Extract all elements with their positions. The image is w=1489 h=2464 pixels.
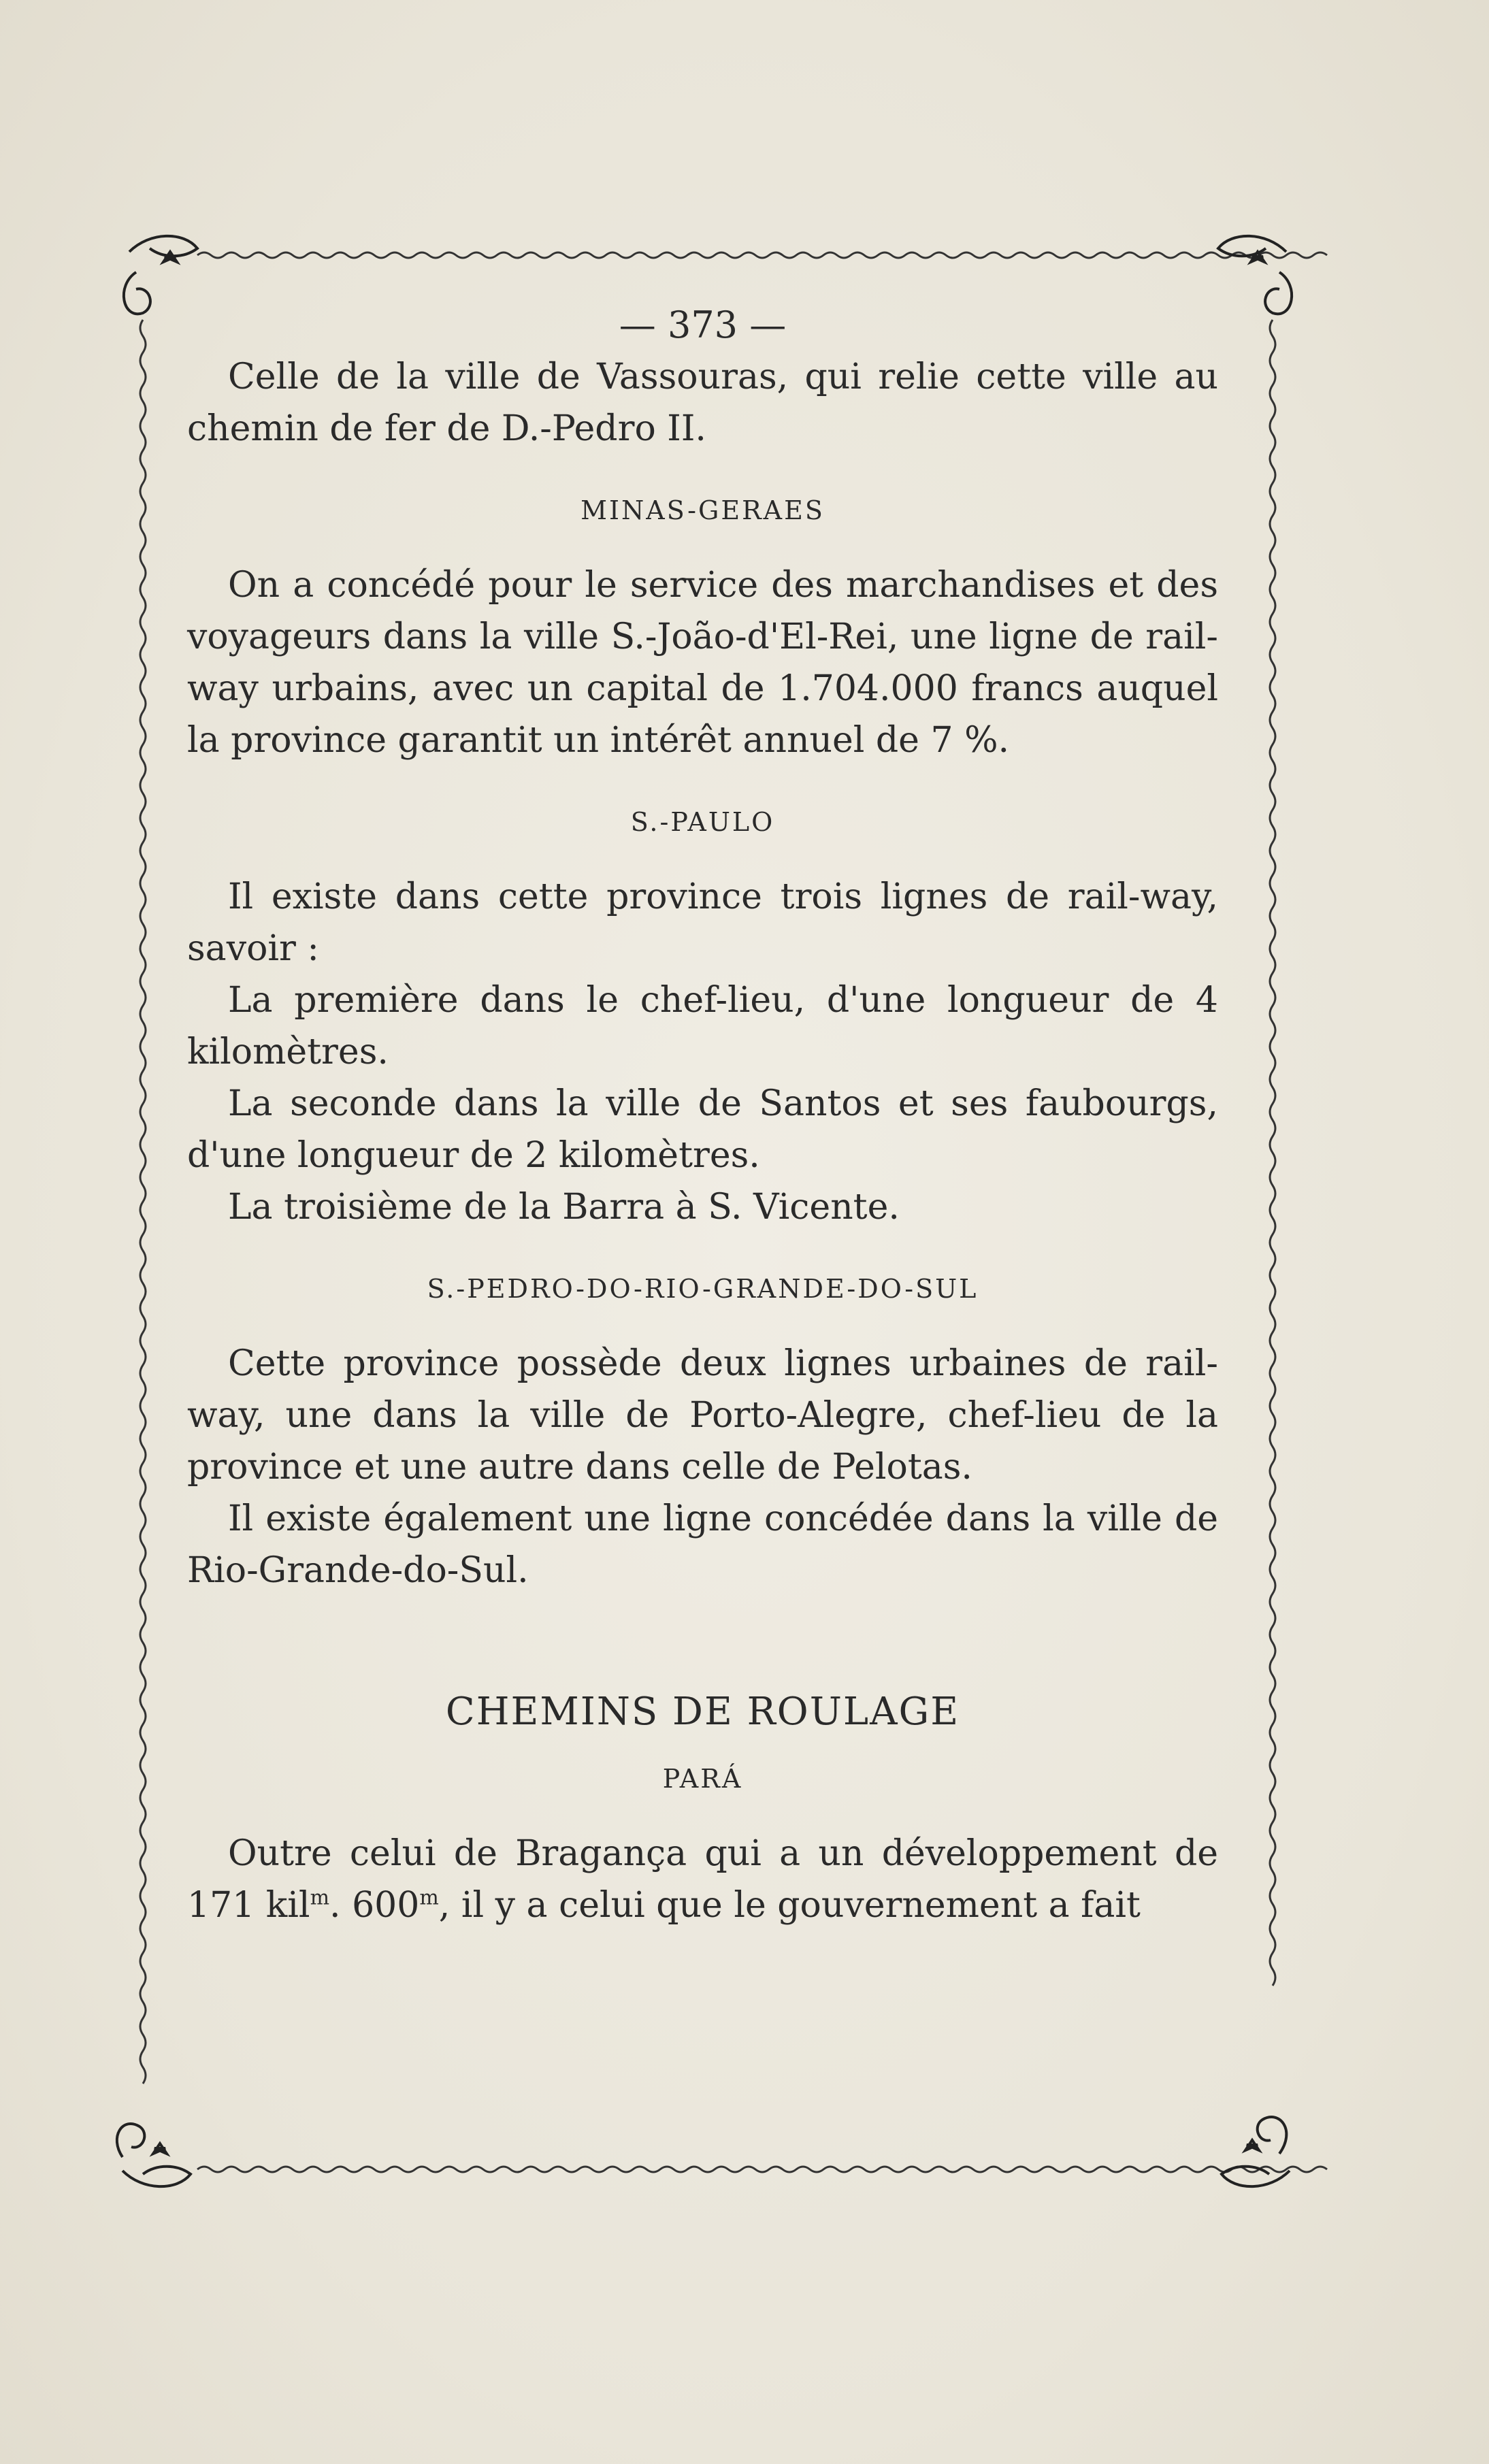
pedro-paragraph-1: Cette province possède deux lignes urbaines de rail-way, une dans la ville de Porto-Alegre, chef-lieu de la province et une autre dans celle de Pelotas. bbox=[187, 1343, 1218, 1488]
corner-ornament-top-left bbox=[124, 236, 197, 314]
superscript-m-1: m bbox=[310, 1886, 330, 1910]
pedro-paragraph-2: Il existe également une ligne concédée dans la ville de Rio-Grande-do-Sul. bbox=[187, 1498, 1218, 1591]
corner-ornament-top-right bbox=[1218, 236, 1292, 314]
left-border-line bbox=[140, 320, 146, 2084]
superscript-m-2: m bbox=[419, 1886, 439, 1910]
heading-para: PARÁ bbox=[662, 1764, 743, 1794]
corner-ornament-bottom-left bbox=[117, 2124, 191, 2186]
paulo-paragraph-4: La troisième de la Barra à S. Vicente. bbox=[228, 1187, 900, 1228]
paulo-paragraph-3: La seconde dans la ville de Santos et ses faubourgs, d'une longueur de 2 kilomètres. bbox=[187, 1083, 1218, 1176]
bottom-border-line bbox=[197, 2167, 1327, 2172]
heading-minas-geraes: MINAS-GERAES bbox=[580, 495, 825, 525]
page-number: — 373 — bbox=[619, 303, 787, 346]
heading-s-pedro-do-rio-grande-do-sul: S.-PEDRO-DO-RIO-GRANDE-DO-SUL bbox=[427, 1274, 979, 1304]
intro-paragraph: Celle de la ville de Vassouras, qui relie cette ville au chemin de fer de D.-Pedro II. bbox=[187, 357, 1218, 449]
paulo-paragraph-2: La première dans le chef-lieu, d'une longueur de 4 kilomètres. bbox=[187, 980, 1218, 1072]
minas-paragraph: On a concédé pour le service des marchandises et des voyageurs dans la ville S.-João-d'El-Rei, une ligne de rail-way urbains, avec un capital de 1.704.000 francs auquel la province garantit un intérêt annuel de 7 %. bbox=[187, 565, 1218, 761]
roulage-paragraph-1 bbox=[187, 1828, 1218, 1931]
roulage-text-mid: . 600 bbox=[329, 1885, 420, 1926]
page-text bbox=[187, 299, 1218, 1931]
heading-chemins-de-roulage: CHEMINS DE ROULAGE bbox=[445, 1690, 960, 1734]
roulage-text-start: Outre celui de Bragança qui a un développement de 171 kil bbox=[187, 1833, 1218, 1926]
heading-s-paulo: S.-PAULO bbox=[630, 807, 775, 837]
corner-ornament-bottom-right bbox=[1222, 2117, 1290, 2186]
right-border-line bbox=[1270, 320, 1275, 1986]
top-border-line bbox=[197, 252, 1327, 258]
roulage-text-end: , il y a celui que le gouvernement a fait bbox=[438, 1885, 1141, 1926]
paulo-paragraph-1: Il existe dans cette province trois lignes de rail-way, savoir : bbox=[187, 876, 1218, 969]
